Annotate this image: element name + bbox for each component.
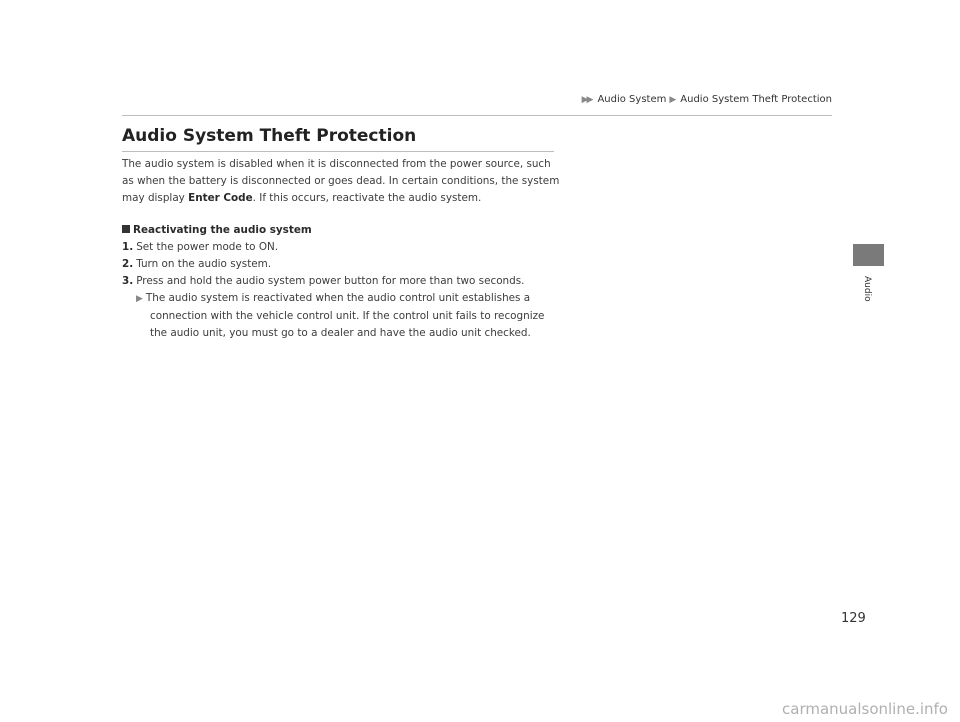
enter-code-emphasis: Enter Code xyxy=(188,192,253,204)
result-line: connection with the vehicle control unit. If the control unit fails to recognize xyxy=(150,310,545,322)
intro-paragraph xyxy=(122,156,562,207)
result-arrow-icon: ▶ xyxy=(136,294,143,304)
page-number: 129 xyxy=(841,611,866,626)
step-result xyxy=(136,290,562,342)
intro-text: The audio system is disabled when it is disconnected from the power source, such as when the battery is disconnected or goes dead. In certain conditions, the system may display xyxy=(122,158,560,204)
breadcrumb-arrow-icon: ▶▶ xyxy=(581,94,592,105)
step-text: Turn on the audio system. xyxy=(136,258,272,270)
step-item xyxy=(122,273,562,290)
step-item xyxy=(122,239,562,256)
result-line: the audio unit, you must go to a dealer and have the audio unit checked. xyxy=(150,327,531,339)
page-title: Audio System Theft Protection xyxy=(122,126,417,146)
step-text: Press and hold the audio system power button for more than two seconds. xyxy=(136,275,525,287)
step-number: 2. xyxy=(122,258,134,270)
header-divider xyxy=(122,115,832,116)
step-item xyxy=(122,256,562,273)
subsection-heading xyxy=(122,222,562,239)
chapter-tab-marker[interactable] xyxy=(853,244,884,266)
title-divider xyxy=(122,151,554,152)
intro-text-end: . If this occurs, reactivate the audio system. xyxy=(252,192,482,204)
step-number: 1. xyxy=(122,241,134,253)
step-text: Set the power mode to ON. xyxy=(136,241,279,253)
main-content xyxy=(122,156,562,342)
breadcrumb-arrow-icon: ▶ xyxy=(669,94,675,105)
subsection-title: Reactivating the audio system xyxy=(133,224,312,236)
result-line: ▶ The audio system is reactivated when the audio control unit establishes a xyxy=(136,292,531,304)
chapter-tab-label: Audio xyxy=(862,276,872,302)
square-bullet-icon xyxy=(122,225,130,233)
watermark-text: carmanualsonline.info xyxy=(782,700,948,718)
breadcrumb-item-theft-protection[interactable]: Audio System Theft Protection xyxy=(680,94,832,105)
breadcrumb xyxy=(582,94,832,105)
breadcrumb-item-audio-system[interactable]: Audio System xyxy=(597,94,667,105)
step-number: 3. xyxy=(122,275,134,287)
